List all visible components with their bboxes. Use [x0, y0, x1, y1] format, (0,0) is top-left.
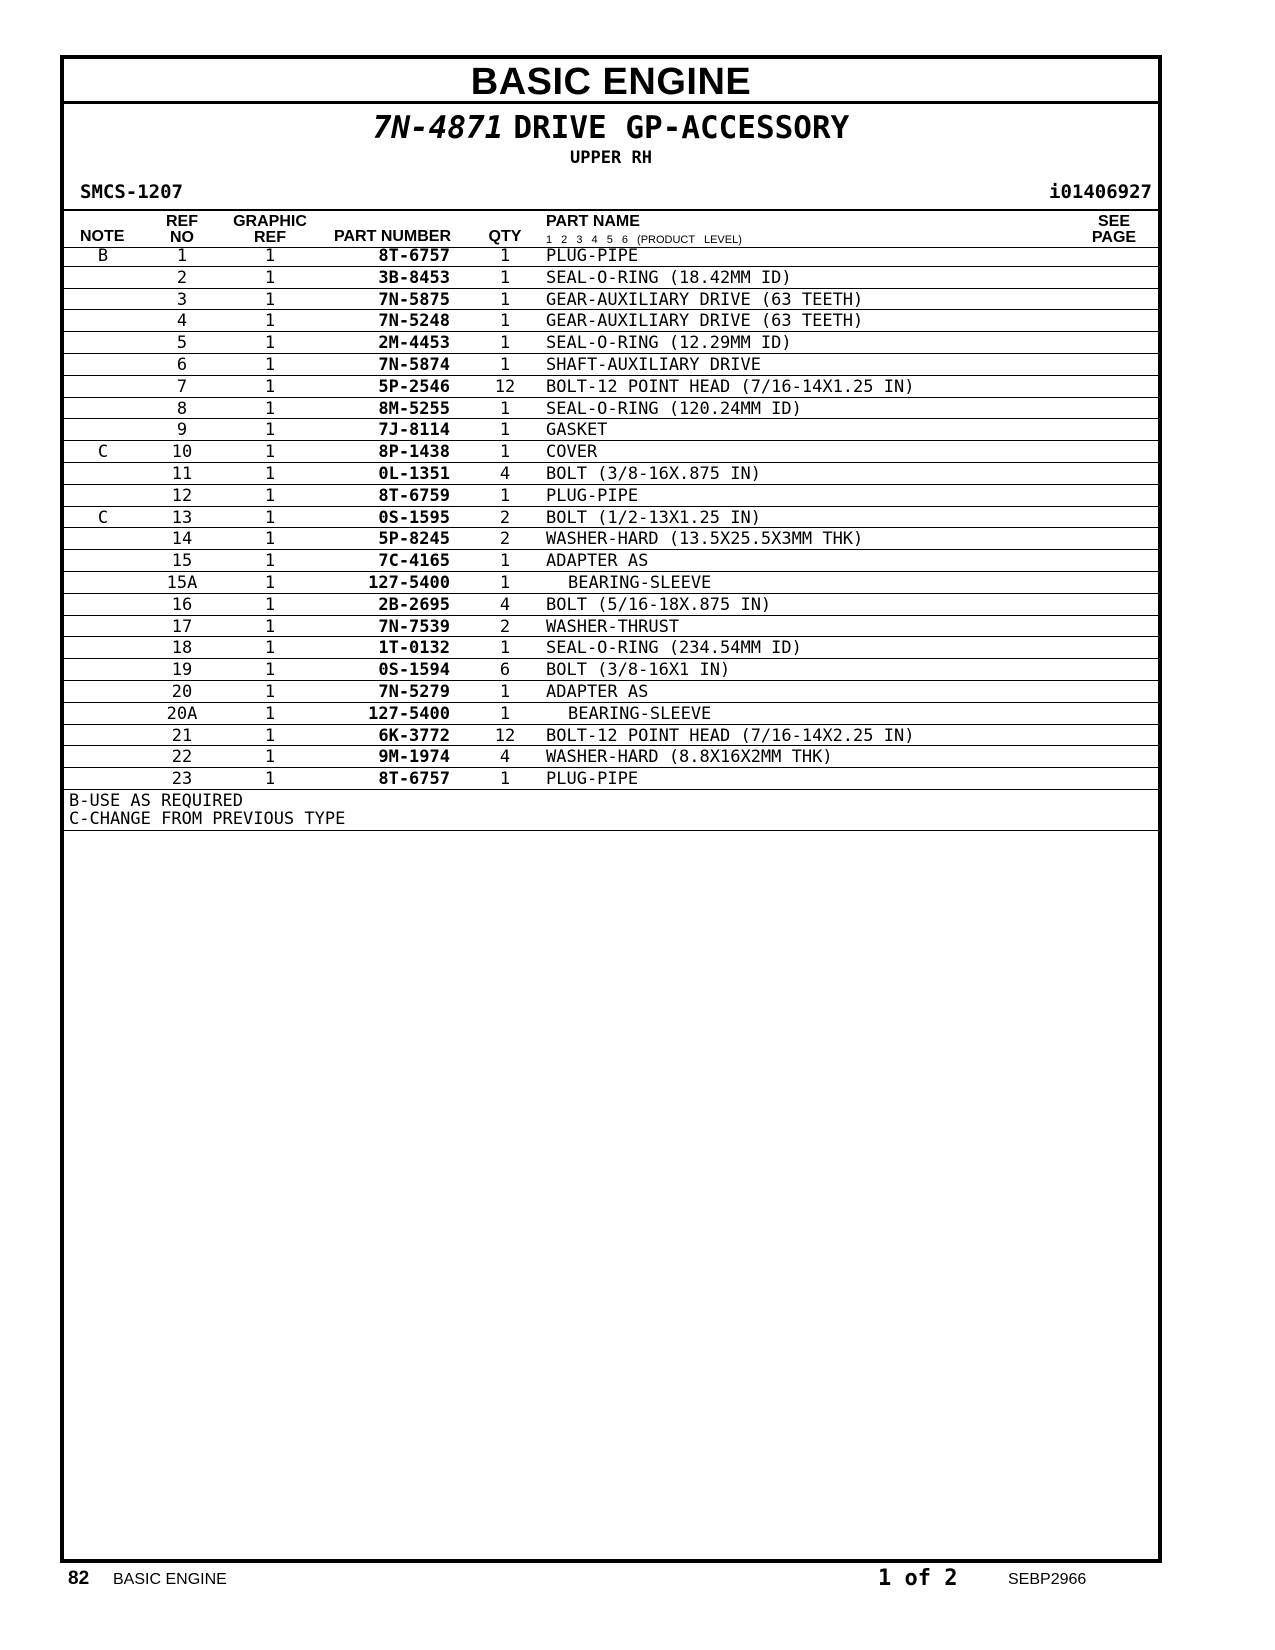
row-graphic-ref: 1: [264, 638, 276, 659]
row-qty: 1: [499, 420, 511, 441]
table-row: [64, 507, 1158, 529]
row-part-number: 8T-6757: [378, 769, 450, 790]
footer-sheet: 1 of 2: [878, 1566, 958, 1591]
footer-document: SEBP2966: [1008, 1571, 1087, 1588]
table-row: [64, 703, 1158, 725]
row-graphic-ref: 1: [264, 660, 276, 681]
row-qty: 2: [499, 507, 511, 528]
row-ref-no: 1: [176, 246, 188, 266]
row-part-number: 7C-4165: [378, 551, 450, 572]
row-part-name: SHAFT-AUXILIARY DRIVE: [546, 354, 761, 375]
smcs-code: SMCS-1207: [80, 181, 183, 203]
table-row: [64, 463, 1158, 485]
row-qty: 1: [499, 289, 511, 310]
row-graphic-ref: 1: [264, 333, 276, 354]
row-part-number: 8T-6759: [378, 485, 450, 506]
row-part-name: SEAL-O-RING (12.29MM ID): [546, 333, 792, 354]
table-row: [64, 267, 1158, 289]
row-ref-no: 15: [171, 551, 193, 572]
row-ref-no: 2: [176, 267, 188, 288]
table-row: [64, 725, 1158, 747]
footer-section: BASIC ENGINE: [113, 1571, 227, 1588]
row-note: C: [97, 507, 109, 528]
table-row: [64, 746, 1158, 768]
row-part-name: PLUG-PIPE: [546, 769, 639, 790]
note-line: C-CHANGE FROM PREVIOUS TYPE: [69, 808, 346, 829]
row-ref-no: 22: [171, 747, 193, 768]
row-part-name: COVER: [546, 442, 598, 463]
row-ref-no: 17: [171, 616, 193, 637]
row-ref-no: 18: [171, 638, 193, 659]
header-ref-no: REF NO: [166, 213, 198, 246]
footer-page-number: 82: [68, 1568, 90, 1589]
row-graphic-ref: 1: [264, 529, 276, 550]
group-name: DRIVE GP-ACCESSORY: [513, 110, 850, 146]
row-qty: 2: [499, 529, 511, 550]
parts-list-frame: [60, 55, 1162, 1563]
table-row: [64, 245, 1158, 267]
row-part-number: 6K-3772: [378, 725, 450, 746]
row-qty: 1: [499, 681, 511, 702]
row-part-name: ADAPTER AS: [546, 551, 649, 572]
row-ref-no: 15A: [166, 572, 198, 593]
row-part-name: BOLT-12 POINT HEAD (7/16-14X2.25 IN): [546, 725, 915, 746]
row-part-name: WASHER-HARD (8.8X16X2MM THK): [546, 747, 833, 768]
section-title: BASIC ENGINE: [64, 59, 1158, 104]
table-row: [64, 768, 1158, 790]
row-qty: 4: [499, 747, 511, 768]
row-ref-no: 5: [176, 333, 188, 354]
row-note: B: [97, 246, 109, 266]
row-ref-no: 9: [176, 420, 188, 441]
row-graphic-ref: 1: [264, 463, 276, 484]
row-part-number: 0L-1351: [378, 463, 450, 484]
row-graphic-ref: 1: [264, 681, 276, 702]
row-qty: 1: [499, 267, 511, 288]
note-line: B-USE AS REQUIRED: [69, 790, 243, 811]
row-part-name: PLUG-PIPE: [546, 485, 639, 506]
row-qty: 1: [499, 246, 511, 266]
row-ref-no: 4: [176, 311, 188, 332]
row-qty: 1: [499, 311, 511, 332]
row-ref-no: 8: [176, 398, 188, 419]
table-row: [64, 594, 1158, 616]
row-part-name: GEAR-AUXILIARY DRIVE (63 TEETH): [546, 289, 864, 310]
table-row: [64, 310, 1158, 332]
row-graphic-ref: 1: [264, 398, 276, 419]
row-graphic-ref: 1: [264, 354, 276, 375]
row-note: C: [97, 442, 109, 463]
row-graphic-ref: 1: [264, 725, 276, 746]
row-qty: 1: [499, 442, 511, 463]
row-part-name: ADAPTER AS: [546, 681, 649, 702]
row-part-name: BOLT (3/8-16X.875 IN): [546, 463, 761, 484]
row-qty: 1: [499, 354, 511, 375]
row-ref-no: 7: [176, 376, 188, 397]
row-ref-no: 19: [171, 660, 193, 681]
header-part-name: PART NAME: [546, 213, 640, 230]
header-product-levels: 1 2 3 4 5 6 (PRODUCT LEVEL): [546, 234, 742, 246]
row-ref-no: 10: [171, 442, 193, 463]
header-see-page: SEE PAGE: [1091, 213, 1137, 246]
row-part-name: WASHER-THRUST: [546, 616, 680, 637]
table-row: [64, 332, 1158, 354]
row-graphic-ref: 1: [264, 616, 276, 637]
table-row: [64, 659, 1158, 681]
row-graphic-ref: 1: [264, 572, 276, 593]
row-graphic-ref: 1: [264, 246, 276, 266]
group-title: [64, 110, 1158, 146]
table-row: [64, 398, 1158, 420]
row-part-name: WASHER-HARD (13.5X25.5X3MM THK): [546, 529, 864, 550]
table-row: [64, 637, 1158, 659]
table-row: [64, 354, 1158, 376]
row-part-number: 8T-6757: [378, 246, 450, 266]
row-part-number: 5P-8245: [378, 529, 450, 550]
row-ref-no: 6: [176, 354, 188, 375]
row-graphic-ref: 1: [264, 442, 276, 463]
row-qty: 4: [499, 594, 511, 615]
illustration-id: i01406927: [1049, 181, 1152, 203]
row-part-number: 0S-1595: [378, 507, 450, 528]
row-graphic-ref: 1: [264, 420, 276, 441]
row-ref-no: 23: [171, 769, 193, 790]
row-part-number: 9M-1974: [378, 747, 450, 768]
row-part-name: BEARING-SLEEVE: [568, 572, 712, 593]
row-qty: 1: [499, 551, 511, 572]
group-part-number: 7N-4871: [372, 110, 504, 146]
table-row: [64, 485, 1158, 507]
table-row: [64, 681, 1158, 703]
row-part-name: SEAL-O-RING (234.54MM ID): [546, 638, 802, 659]
parts-table-body: [64, 245, 1158, 831]
group-subtitle: UPPER RH: [570, 148, 652, 168]
page-footer: [0, 1568, 1275, 1598]
row-qty: 1: [499, 398, 511, 419]
row-ref-no: 13: [171, 507, 193, 528]
table-header: [64, 209, 1158, 248]
table-row: [64, 289, 1158, 311]
notes-block: [64, 790, 1158, 831]
row-ref-no: 14: [171, 529, 193, 550]
table-row: [64, 441, 1158, 463]
row-graphic-ref: 1: [264, 485, 276, 506]
table-row: [64, 528, 1158, 550]
row-graphic-ref: 1: [264, 703, 276, 724]
row-graphic-ref: 1: [264, 594, 276, 615]
row-part-number: 5P-2546: [378, 376, 450, 397]
row-qty: 1: [499, 333, 511, 354]
table-row: [64, 376, 1158, 398]
table-row: [64, 616, 1158, 638]
row-part-number: 127-5400: [368, 572, 450, 593]
row-part-number: 3B-8453: [378, 267, 450, 288]
table-row: [64, 572, 1158, 594]
id-row: [64, 181, 1158, 207]
row-ref-no: 20: [171, 681, 193, 702]
row-qty: 12: [494, 376, 516, 397]
row-part-number: 8P-1438: [378, 442, 450, 463]
row-ref-no: 21: [171, 725, 193, 746]
row-part-name: BEARING-SLEEVE: [568, 703, 712, 724]
row-part-name: SEAL-O-RING (18.42MM ID): [546, 267, 792, 288]
row-ref-no: 12: [171, 485, 193, 506]
row-graphic-ref: 1: [264, 769, 276, 790]
row-part-number: 7J-8114: [378, 420, 450, 441]
row-part-name: GASKET: [546, 420, 608, 441]
row-qty: 4: [499, 463, 511, 484]
row-part-name: BOLT (5/16-18X.875 IN): [546, 594, 772, 615]
row-part-number: 7N-5279: [378, 681, 450, 702]
row-qty: 12: [494, 725, 516, 746]
row-qty: 2: [499, 616, 511, 637]
row-part-number: 7N-7539: [378, 616, 450, 637]
row-graphic-ref: 1: [264, 311, 276, 332]
row-part-number: 1T-0132: [378, 638, 450, 659]
row-graphic-ref: 1: [264, 507, 276, 528]
row-part-number: 7N-5874: [378, 354, 450, 375]
row-graphic-ref: 1: [264, 747, 276, 768]
row-ref-no: 20A: [166, 703, 198, 724]
row-ref-no: 16: [171, 594, 193, 615]
row-qty: 1: [499, 638, 511, 659]
row-ref-no: 11: [171, 463, 193, 484]
row-graphic-ref: 1: [264, 289, 276, 310]
header-qty: QTY: [488, 228, 522, 245]
row-graphic-ref: 1: [264, 376, 276, 397]
row-part-number: 2M-4453: [378, 333, 450, 354]
row-part-number: 7N-5875: [378, 289, 450, 310]
row-qty: 1: [499, 572, 511, 593]
row-graphic-ref: 1: [264, 267, 276, 288]
row-qty: 1: [499, 485, 511, 506]
row-qty: 6: [499, 660, 511, 681]
row-part-number: 8M-5255: [378, 398, 450, 419]
table-row: [64, 419, 1158, 441]
row-part-number: 0S-1594: [378, 660, 450, 681]
row-part-number: 7N-5248: [378, 311, 450, 332]
row-part-name: GEAR-AUXILIARY DRIVE (63 TEETH): [546, 311, 864, 332]
row-part-name: PLUG-PIPE: [546, 246, 639, 266]
row-part-number: 2B-2695: [378, 594, 450, 615]
row-ref-no: 3: [176, 289, 188, 310]
row-qty: 1: [499, 703, 511, 724]
row-part-name: BOLT (1/2-13X1.25 IN): [546, 507, 761, 528]
header-graphic-ref: GRAPHIC REF: [233, 213, 307, 246]
row-part-name: BOLT-12 POINT HEAD (7/16-14X1.25 IN): [546, 376, 915, 397]
header-part-number: PART NUMBER: [334, 228, 452, 245]
row-part-name: BOLT (3/8-16X1 IN): [546, 660, 731, 681]
row-part-name: SEAL-O-RING (120.24MM ID): [546, 398, 802, 419]
row-graphic-ref: 1: [264, 551, 276, 572]
row-qty: 1: [499, 769, 511, 790]
table-row: [64, 550, 1158, 572]
row-part-number: 127-5400: [368, 703, 450, 724]
header-note: NOTE: [80, 228, 125, 245]
